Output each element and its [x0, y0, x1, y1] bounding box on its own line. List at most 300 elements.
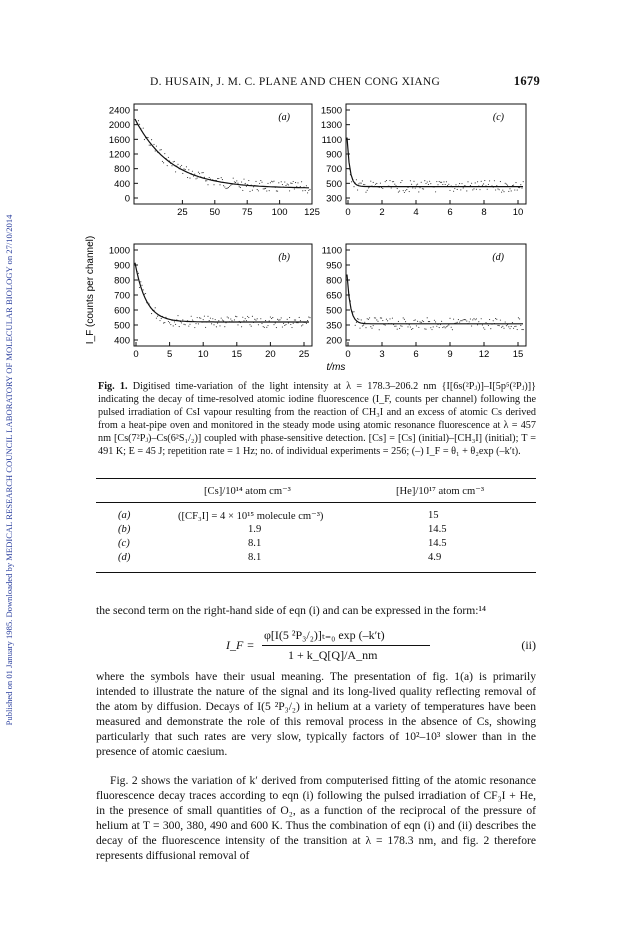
data-point-a — [168, 157, 169, 158]
x-tick-label-b: 20 — [265, 349, 276, 360]
data-point-c — [466, 190, 467, 191]
data-point-c — [423, 188, 424, 189]
data-point-b — [264, 327, 265, 328]
data-point-d — [457, 322, 458, 323]
data-point-d — [397, 329, 398, 330]
data-point-a — [301, 181, 302, 182]
x-tick-label-b: 25 — [298, 349, 310, 360]
data-point-a — [192, 171, 193, 172]
data-point-a — [230, 185, 231, 186]
data-point-d — [475, 319, 476, 320]
data-point-d — [513, 328, 514, 329]
data-point-c — [365, 192, 366, 193]
data-point-a — [174, 161, 175, 162]
data-point-b — [199, 317, 200, 318]
data-point-d — [461, 320, 462, 321]
data-point-c — [416, 184, 417, 185]
data-point-c — [508, 191, 509, 192]
equation-lhs: I_F = — [226, 638, 255, 652]
data-point-c — [403, 190, 404, 191]
data-point-c — [382, 188, 383, 189]
data-point-a — [162, 161, 163, 162]
data-point-d — [515, 326, 516, 327]
x-tick-label-b: 10 — [197, 349, 209, 360]
paragraph-1: the second term on the right-hand side of eqn (i) and can be expressed in the form:¹⁴ — [96, 604, 486, 617]
figure-1 — [0, 0, 624, 380]
table-row-label: (b) — [118, 524, 131, 535]
data-point-b — [139, 287, 140, 288]
data-point-c — [460, 189, 461, 190]
data-point-a — [290, 183, 291, 184]
equation-ii — [226, 628, 536, 668]
data-point-c — [494, 180, 495, 181]
table-row-label: (c) — [118, 538, 130, 549]
data-point-b — [287, 319, 288, 320]
x-tick-label-b: 0 — [133, 349, 139, 360]
data-point-b — [266, 327, 267, 328]
data-point-b — [265, 320, 266, 321]
data-point-b — [283, 323, 284, 324]
data-point-b — [200, 318, 201, 319]
table-cell-cs: 8.1 — [248, 552, 262, 563]
page-number: 1679 — [513, 74, 540, 88]
data-point-c — [459, 183, 460, 184]
data-point-b — [295, 319, 296, 320]
data-point-c — [418, 191, 419, 192]
fit-curve-c — [347, 138, 523, 187]
x-tick-label-c: 2 — [379, 207, 385, 218]
data-point-b — [194, 327, 195, 328]
data-point-c — [461, 183, 462, 184]
data-point-d — [394, 326, 395, 327]
data-point-b — [216, 326, 217, 327]
data-point-c — [394, 184, 395, 185]
data-point-b — [189, 324, 190, 325]
data-point-a — [224, 186, 225, 187]
data-point-b — [241, 326, 242, 327]
data-point-a — [281, 181, 282, 182]
data-point-d — [473, 318, 474, 319]
data-point-c — [503, 191, 504, 192]
data-point-d — [376, 319, 377, 320]
data-point-b — [207, 316, 208, 317]
data-point-c — [412, 187, 413, 188]
data-point-c — [410, 180, 411, 181]
data-point-c — [409, 191, 410, 192]
data-point-d — [441, 321, 442, 322]
data-point-b — [179, 326, 180, 327]
data-point-b — [235, 316, 236, 317]
data-point-b — [228, 317, 229, 318]
y-tick-label-a: 0 — [124, 193, 130, 205]
data-point-b — [217, 323, 218, 324]
data-point-b — [263, 326, 264, 327]
y-tick-label-c: 500 — [326, 178, 342, 190]
data-point-d — [514, 326, 515, 327]
data-point-b — [294, 319, 295, 320]
data-point-c — [364, 184, 365, 185]
data-point-a — [300, 186, 301, 187]
data-point-c — [475, 182, 476, 183]
data-point-a — [287, 184, 288, 185]
data-point-b — [143, 289, 144, 290]
data-point-d — [463, 319, 464, 320]
y-tick-label-c: 900 — [326, 149, 342, 161]
data-point-b — [164, 322, 165, 323]
data-point-a — [249, 191, 250, 192]
data-point-c — [470, 185, 471, 186]
data-point-d — [483, 327, 484, 328]
data-point-a — [199, 173, 200, 174]
data-point-a — [153, 144, 154, 145]
data-point-a — [284, 181, 285, 182]
data-point-c — [419, 187, 420, 188]
data-point-d — [423, 321, 424, 322]
data-point-c — [495, 189, 496, 190]
data-point-b — [282, 326, 283, 327]
data-point-c — [428, 184, 429, 185]
data-point-d — [363, 325, 364, 326]
x-axis-label: t/ms — [326, 362, 346, 373]
y-tick-label-c: 300 — [326, 193, 342, 205]
data-point-d — [403, 317, 404, 318]
data-point-b — [279, 319, 280, 320]
data-point-b — [285, 324, 286, 325]
data-point-b — [293, 323, 294, 324]
data-point-a — [307, 192, 308, 193]
data-point-b — [247, 316, 248, 317]
data-point-a — [171, 165, 172, 166]
data-point-a — [240, 187, 241, 188]
data-point-c — [481, 181, 482, 182]
data-point-d — [508, 326, 509, 327]
data-point-c — [455, 184, 456, 185]
data-point-c — [363, 184, 364, 185]
data-point-d — [506, 325, 507, 326]
data-point-a — [185, 169, 186, 170]
data-point-d — [385, 325, 386, 326]
data-point-c — [356, 179, 357, 180]
data-point-d — [415, 319, 416, 320]
y-tick-label-d: 950 — [326, 260, 342, 272]
data-point-a — [223, 185, 224, 186]
y-tick-label-b: 700 — [114, 290, 130, 302]
data-point-a — [285, 185, 286, 186]
data-point-c — [385, 181, 386, 182]
running-head-authors: D. HUSAIN, J. M. C. PLANE AND CHEN CONG XIANG — [150, 76, 441, 88]
data-point-b — [140, 281, 141, 282]
data-point-b — [236, 316, 237, 317]
data-point-c — [359, 182, 360, 183]
data-point-a — [234, 181, 235, 182]
data-point-b — [223, 320, 224, 321]
data-point-b — [254, 319, 255, 320]
data-point-c — [446, 181, 447, 182]
data-point-d — [458, 319, 459, 320]
panel-label-c: (c) — [492, 112, 504, 123]
equation-number: (ii) — [521, 638, 536, 652]
data-point-b — [269, 320, 270, 321]
data-point-b — [141, 285, 142, 286]
data-point-a — [255, 181, 256, 182]
data-point-b — [161, 318, 162, 319]
y-tick-label-a: 2000 — [108, 120, 130, 132]
data-point-d — [427, 317, 428, 318]
data-point-a — [270, 182, 271, 183]
data-point-c — [439, 181, 440, 182]
data-point-c — [405, 190, 406, 191]
data-point-b — [278, 320, 279, 321]
data-point-c — [520, 184, 521, 185]
data-point-c — [430, 183, 431, 184]
data-point-d — [445, 327, 446, 328]
data-point-c — [517, 190, 518, 191]
data-point-a — [266, 190, 267, 191]
data-point-a — [182, 173, 183, 174]
x-tick-label-a: 50 — [209, 207, 221, 218]
y-tick-label-d: 1100 — [321, 245, 342, 257]
data-point-d — [520, 325, 521, 326]
table-cell-he: 15 — [428, 510, 439, 521]
data-point-b — [175, 324, 176, 325]
data-point-d — [453, 319, 454, 320]
data-point-a — [252, 190, 253, 191]
data-point-d — [436, 326, 437, 327]
data-point-a — [258, 190, 259, 191]
data-point-a — [217, 178, 218, 179]
data-point-d — [471, 325, 472, 326]
data-point-a — [218, 178, 219, 179]
data-point-b — [270, 316, 271, 317]
caption-label: Fig. 1. — [98, 381, 128, 392]
table-cell-cs: 1.9 — [248, 524, 262, 535]
data-point-b — [213, 324, 214, 325]
data-point-a — [229, 186, 230, 187]
data-point-a — [155, 150, 156, 151]
table-rule-bottom — [96, 572, 536, 573]
data-point-d — [464, 319, 465, 320]
table-row-label: (d) — [118, 552, 131, 563]
data-point-c — [373, 182, 374, 183]
equation-numerator: φ[I(5 ²P₃/₂)]ₜ₌₀ exp (–k′t) — [264, 628, 385, 642]
data-point-d — [365, 327, 366, 328]
data-point-c — [380, 183, 381, 184]
data-point-c — [521, 188, 522, 189]
paragraph-2: where the symbols have their usual meaning. The presentation of fig. 1(a) is primarily intended to illustrate the nature of the signal and its long-lived quality reflecting removal of the atom by diffusion. Decays of I(5 ²P₃/₂) in helium at a variety of temperatures have been measured and demonstrate the role of this removal process in the absence of Cs, showing particularly that such rates are very slow, typically factors of 10²–10³ slower than in the presence of atomic caesium. — [96, 670, 536, 758]
data-point-a — [291, 183, 292, 184]
data-point-c — [472, 189, 473, 190]
y-tick-label-d: 650 — [326, 290, 342, 302]
data-point-d — [465, 319, 466, 320]
data-point-a — [259, 183, 260, 184]
data-point-a — [156, 146, 157, 147]
data-point-d — [356, 322, 357, 323]
data-point-a — [189, 178, 190, 179]
x-tick-label-d: 6 — [413, 349, 419, 360]
data-point-b — [185, 324, 186, 325]
data-point-d — [392, 318, 393, 319]
data-point-a — [180, 166, 181, 167]
data-point-c — [476, 189, 477, 190]
data-point-d — [469, 321, 470, 322]
data-point-d — [421, 322, 422, 323]
data-point-d — [511, 326, 512, 327]
x-tick-label-d: 12 — [478, 349, 490, 360]
data-point-c — [512, 185, 513, 186]
data-point-d — [433, 326, 434, 327]
data-point-a — [235, 182, 236, 183]
data-point-a — [296, 186, 297, 187]
data-point-d — [431, 329, 432, 330]
table-cell-cs: 8.1 — [248, 538, 262, 549]
data-point-d — [430, 327, 431, 328]
data-point-c — [392, 181, 393, 182]
data-point-a — [261, 182, 262, 183]
data-point-a — [175, 171, 176, 172]
data-point-a — [163, 162, 164, 163]
data-point-b — [211, 323, 212, 324]
data-point-a — [144, 139, 145, 140]
data-point-c — [442, 184, 443, 185]
data-point-b — [267, 325, 268, 326]
data-point-a — [225, 188, 226, 189]
data-point-c — [454, 188, 455, 189]
data-point-b — [156, 318, 157, 319]
data-point-b — [169, 322, 170, 323]
data-point-b — [177, 315, 178, 316]
data-point-c — [501, 192, 502, 193]
data-point-c — [393, 181, 394, 182]
data-point-c — [505, 183, 506, 184]
data-point-b — [197, 317, 198, 318]
data-point-b — [242, 317, 243, 318]
data-point-a — [177, 164, 178, 165]
data-point-c — [467, 181, 468, 182]
data-point-d — [361, 319, 362, 320]
data-point-a — [269, 190, 270, 191]
data-point-b — [277, 319, 278, 320]
column-header-cs: [Cs]/10¹⁴ atom cm⁻³ — [204, 486, 291, 497]
data-point-b — [306, 323, 307, 324]
data-point-a — [227, 188, 228, 189]
data-point-a — [288, 184, 289, 185]
data-point-a — [164, 153, 165, 154]
paragraph-3: Fig. 2 shows the variation of k′ derived from computerised fitting of the atomic resonance fluorescence decay traces according to eqn (i) following the pulsed irradiation of CF₃I + He, in the presence of small quantities of O₂, as a function of the reciprocal of the pressure of helium at T = 300, 380, 490 and 600 K. Thus the combination of eqn (i) and (ii) describes the decay of the fluorescence intensity of the transition at λ = 178.3 nm, and fig. 2 therefore represents diffusional removal of — [96, 774, 536, 862]
data-point-b — [252, 316, 253, 317]
data-point-d — [422, 320, 423, 321]
data-point-d — [466, 321, 467, 322]
data-point-c — [435, 191, 436, 192]
data-point-b — [227, 316, 228, 317]
data-point-a — [272, 181, 273, 182]
data-point-a — [248, 180, 249, 181]
data-point-a — [241, 181, 242, 182]
data-point-d — [500, 320, 501, 321]
data-point-c — [353, 186, 354, 187]
data-point-b — [231, 320, 232, 321]
y-tick-label-b: 1000 — [108, 245, 130, 257]
x-tick-label-c: 10 — [512, 207, 524, 218]
y-tick-label-a: 1600 — [108, 134, 130, 146]
fit-curve-a — [135, 119, 309, 188]
data-point-b — [290, 324, 291, 325]
data-point-d — [495, 318, 496, 319]
data-point-d — [400, 325, 401, 326]
data-point-b — [159, 320, 160, 321]
data-point-d — [488, 325, 489, 326]
data-point-a — [294, 188, 295, 189]
data-point-b — [195, 323, 196, 324]
data-point-c — [453, 191, 454, 192]
data-point-c — [447, 185, 448, 186]
data-point-b — [215, 319, 216, 320]
table-cell-he: 14.5 — [428, 524, 447, 535]
data-point-c — [489, 180, 490, 181]
data-point-c — [381, 187, 382, 188]
data-point-d — [364, 322, 365, 323]
equation-denominator: 1 + k_Q[Q]/A_nm — [288, 648, 378, 662]
data-point-a — [273, 181, 274, 182]
data-point-b — [308, 316, 309, 317]
data-point-a — [209, 177, 210, 178]
data-point-d — [370, 326, 371, 327]
data-point-c — [401, 180, 402, 181]
x-tick-label-d: 3 — [379, 349, 385, 360]
data-point-d — [371, 328, 372, 329]
panel-label-d: (d) — [492, 252, 504, 263]
data-point-b — [237, 324, 238, 325]
data-point-c — [417, 184, 418, 185]
data-point-c — [441, 182, 442, 183]
data-point-b — [183, 324, 184, 325]
data-point-b — [255, 320, 256, 321]
data-point-b — [309, 317, 310, 318]
data-point-d — [389, 318, 390, 319]
data-point-d — [478, 321, 479, 322]
data-point-d — [484, 329, 485, 330]
data-point-c — [477, 181, 478, 182]
column-header-he: [He]/10¹⁷ atom cm⁻³ — [396, 486, 485, 497]
data-point-a — [173, 161, 174, 162]
data-point-a — [150, 145, 151, 146]
data-point-a — [206, 180, 207, 181]
data-point-b — [272, 317, 273, 318]
data-point-c — [497, 188, 498, 189]
y-tick-label-d: 350 — [326, 320, 342, 332]
data-point-d — [452, 329, 453, 330]
data-point-b — [258, 324, 259, 325]
y-tick-label-b: 400 — [114, 335, 130, 347]
data-point-d — [481, 318, 482, 319]
data-point-c — [427, 181, 428, 182]
data-point-d — [460, 320, 461, 321]
data-point-a — [143, 128, 144, 129]
data-point-d — [472, 319, 473, 320]
data-point-d — [512, 322, 513, 323]
y-tick-label-b: 500 — [114, 320, 130, 332]
data-point-d — [505, 322, 506, 323]
data-point-d — [459, 322, 460, 323]
data-point-c — [484, 180, 485, 181]
data-point-c — [351, 181, 352, 182]
data-point-d — [424, 328, 425, 329]
data-point-b — [218, 320, 219, 321]
data-point-c — [488, 184, 489, 185]
data-point-c — [437, 184, 438, 185]
data-point-c — [514, 189, 515, 190]
data-point-c — [357, 189, 358, 190]
data-point-d — [409, 324, 410, 325]
